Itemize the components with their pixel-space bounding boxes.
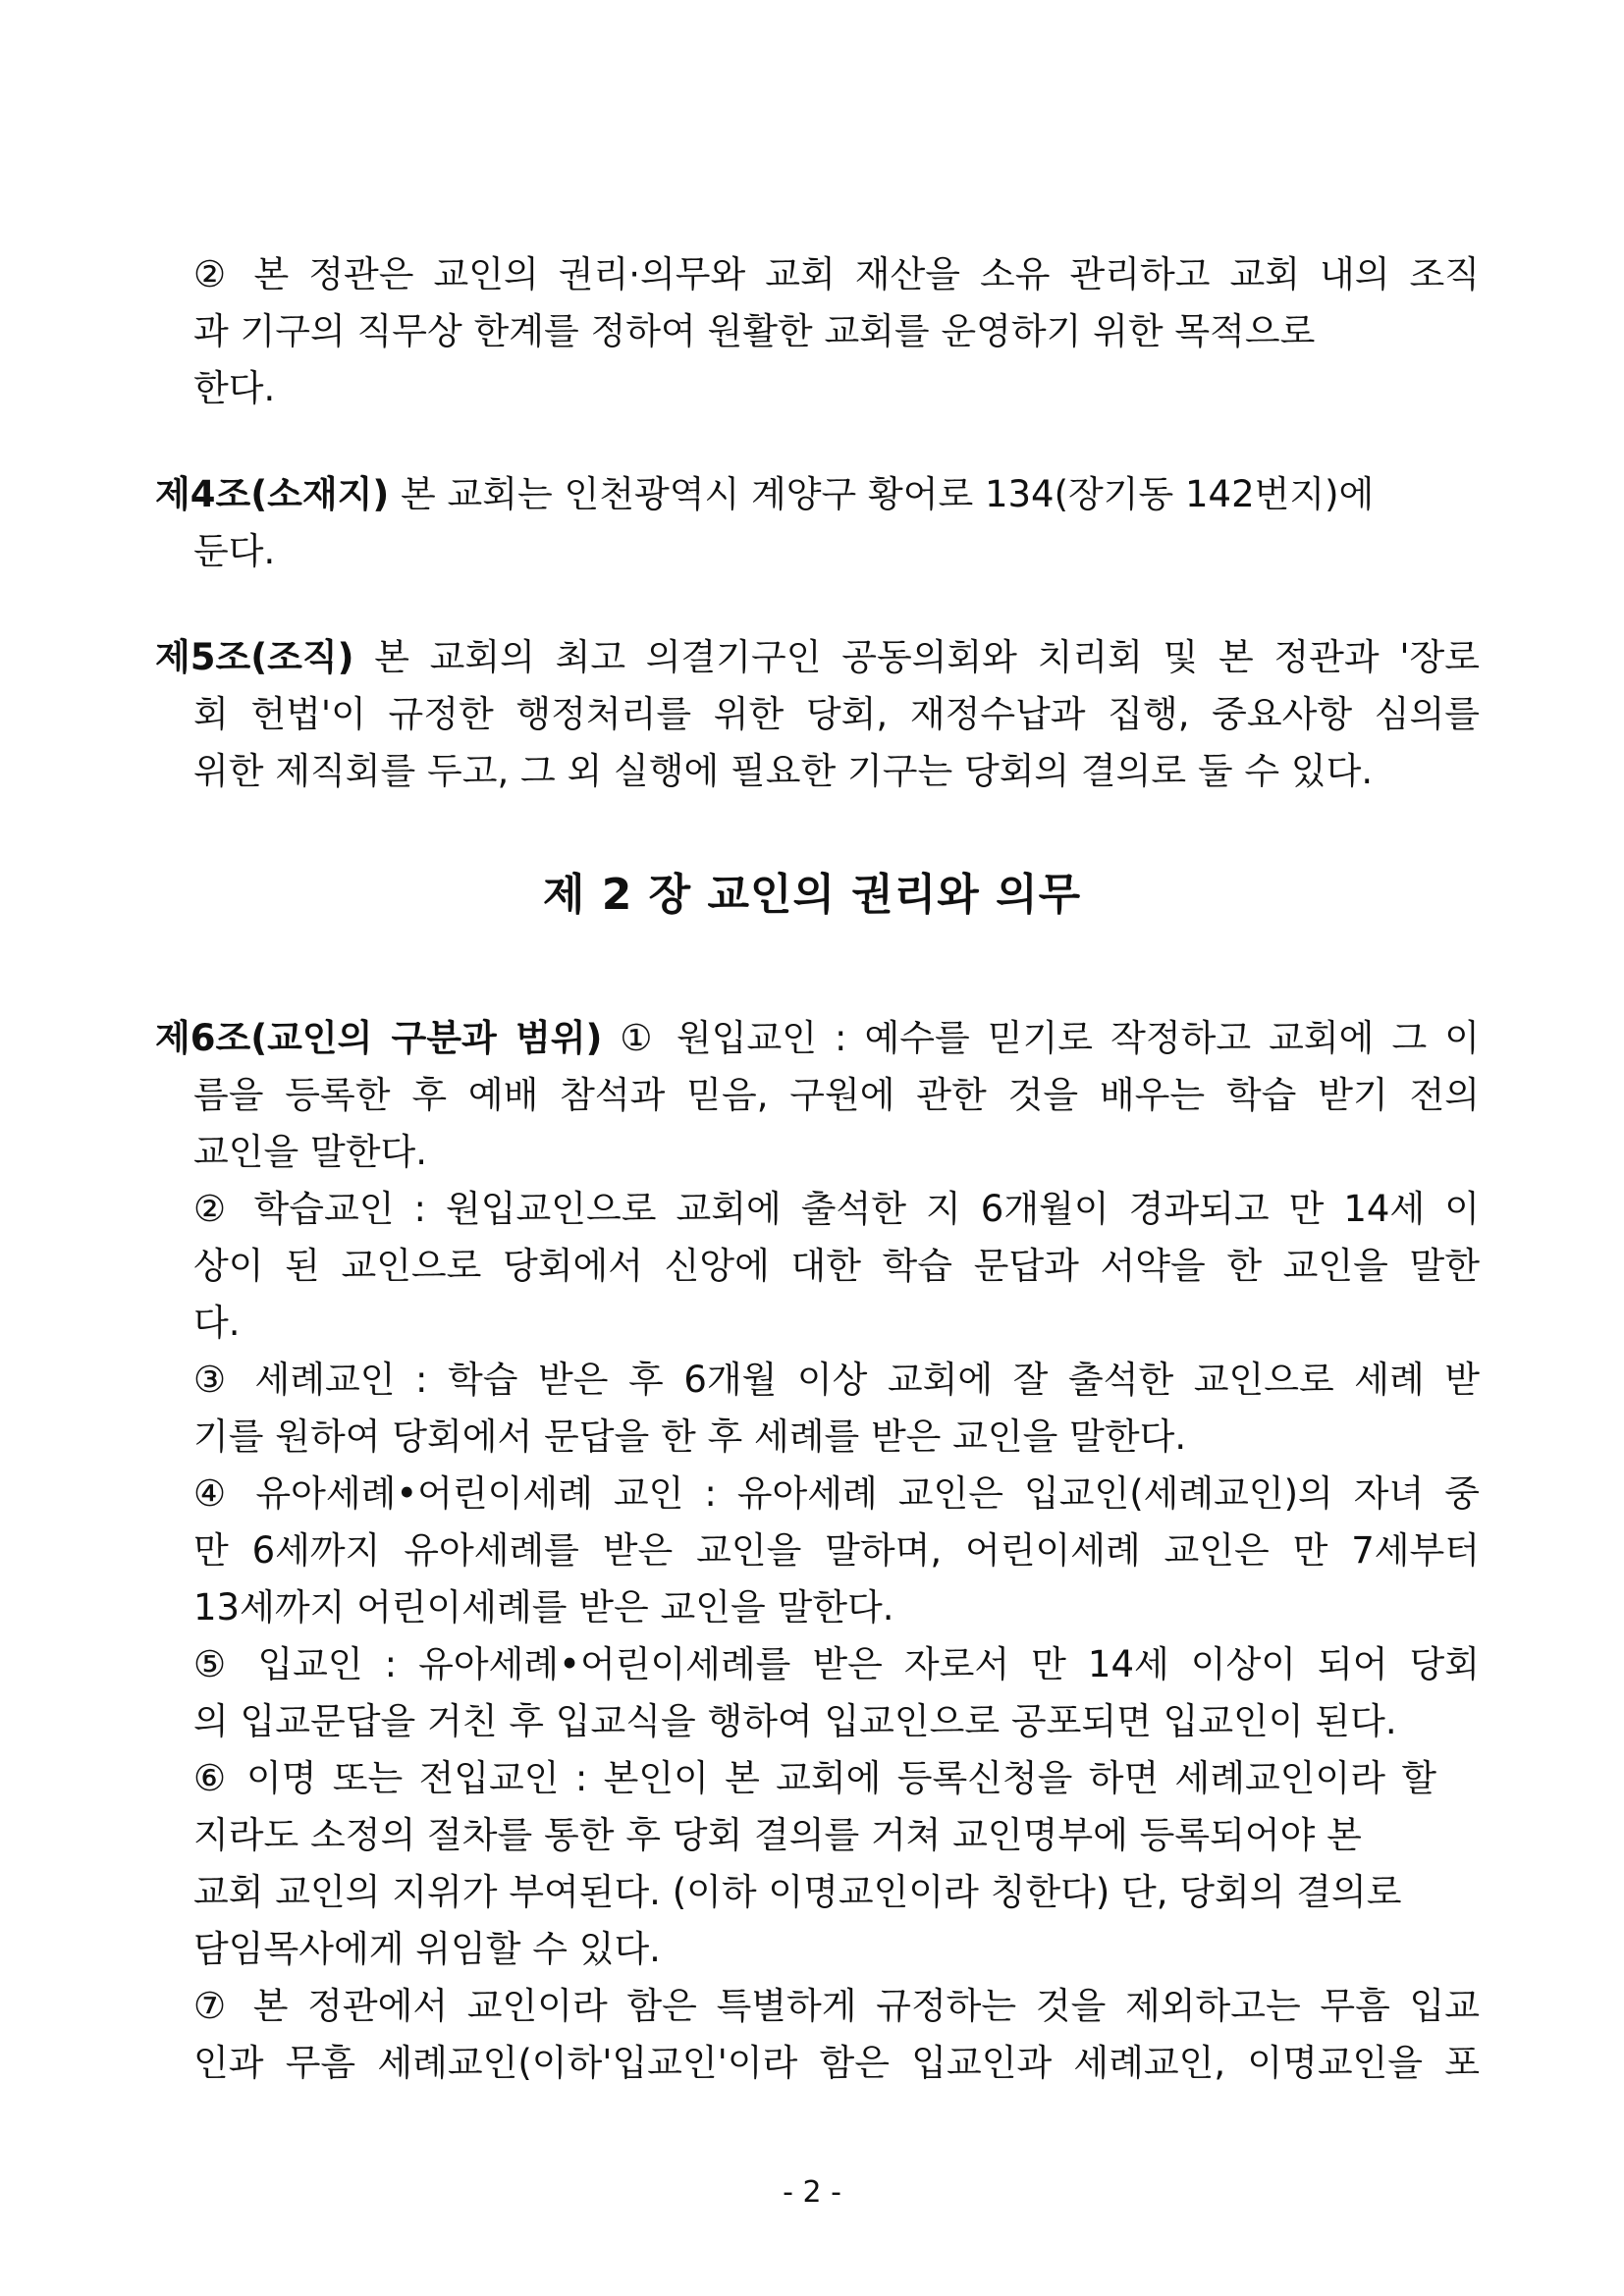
article-6-line-3: 교인을 말한다. [193,1131,427,1173]
article-3-para-2-line-2: 과 기구의 직무상 한계를 정하여 원활한 교회를 운영하기 위한 목적으로 [193,310,1316,352]
article-4-line-2: 둔다. [193,530,276,572]
article-6-line-14: ⑥ 이명 또는 전입교인 : 본인이 본 교회에 등록신청을 하면 세례교인이라 할 [193,1757,1436,1799]
article-6-line-5: 상이 된 교인으로 당회에서 신앙에 대한 학습 문답과 서약을 한 교인을 말한 [193,1245,1480,1287]
article-5-line-1 [155,636,1480,679]
article-6-line-6: 다. [193,1302,241,1344]
article-4-line-1 [155,473,1374,516]
article-6-text: ① 원입교인 : 예수를 믿기로 작정하고 교회에 그 이 [602,1017,1480,1059]
article-5-heading: 제5조(조직) [155,636,354,678]
chapter-2-title: 제 2 장 교인의 권리와 의무 [542,870,1082,920]
article-6-line-11: 13세까지 어린이세례를 받은 교인을 말한다. [193,1586,894,1629]
article-6-line-8: 기를 원하여 당회에서 문답을 한 후 세례를 받은 교인을 말한다. [193,1415,1187,1458]
article-6-line-12: ⑤ 입교인 : 유아세례•어린이세례를 받은 자로서 만 14세 이상이 되어 당회 [193,1643,1480,1685]
article-5-line-2: 회 헌법'이 규정한 행정처리를 위한 당회, 재정수납과 집행, 중요사항 심의를 [193,693,1480,735]
article-5-line-3: 위한 제직회를 두고, 그 외 실행에 필요한 기구는 당회의 결의로 둘 수 있다. [193,750,1374,792]
article-6-line-9: ④ 유아세례•어린이세례 교인 : 유아세례 교인은 입교인(세례교인)의 자녀 중 [193,1472,1480,1515]
article-6-line-13: 의 입교문답을 거친 후 입교식을 행하여 입교인으로 공포되면 입교인이 된다. [193,1700,1397,1742]
article-6-line-7: ③ 세례교인 : 학습 받은 후 6개월 이상 교회에 잘 출석한 교인으로 세례 받 [193,1359,1480,1401]
article-4-text: 본 교회는 인천광역시 계양구 황어로 134(장기동 142번지)에 [389,473,1375,515]
page-number: - 2 - [783,2175,841,2210]
article-3-para-2-line-1: ② 본 정관은 교인의 권리·의무와 교회 재산을 소유 관리하고 교회 내의 조직 [193,253,1480,295]
article-6-line-16: 교회 교인의 지위가 부여된다. (이하 이명교인이라 칭한다) 단, 당회의 결의로 [193,1871,1402,1913]
article-6-line-19: 인과 무흠 세례교인(이하'입교인'이라 함은 입교인과 세례교인, 이명교인을 포 [193,2042,1480,2084]
article-6-heading: 제6조(교인의 구분과 범위) [155,1017,603,1059]
article-5-text: 본 교회의 최고 의결기구인 공동의회와 치리회 및 본 정관과 '장로 [353,636,1480,678]
article-6-line-15: 지라도 소정의 절차를 통한 후 당회 결의를 거쳐 교인명부에 등록되어야 본 [193,1814,1362,1856]
article-3-para-2-line-3: 한다. [193,367,276,409]
article-6-line-4: ② 학습교인 : 원입교인으로 교회에 출석한 지 6개월이 경과되고 만 14세 이 [193,1188,1480,1230]
article-6-line-17: 담임목사에게 위임할 수 있다. [193,1928,661,1970]
article-6-line-10: 만 6세까지 유아세례를 받은 교인을 말하며, 어린이세례 교인은 만 7세부터 [193,1529,1480,1572]
article-6-line-1 [155,1017,1480,1060]
article-4-heading: 제4조(소재지) [155,473,390,515]
article-6-line-2: 름을 등록한 후 예배 참석과 믿음, 구원에 관한 것을 배우는 학습 받기 전의 [193,1074,1480,1116]
article-6-line-18: ⑦ 본 정관에서 교인이라 함은 특별하게 규정하는 것을 제외하고는 무흠 입교 [193,1985,1480,2027]
